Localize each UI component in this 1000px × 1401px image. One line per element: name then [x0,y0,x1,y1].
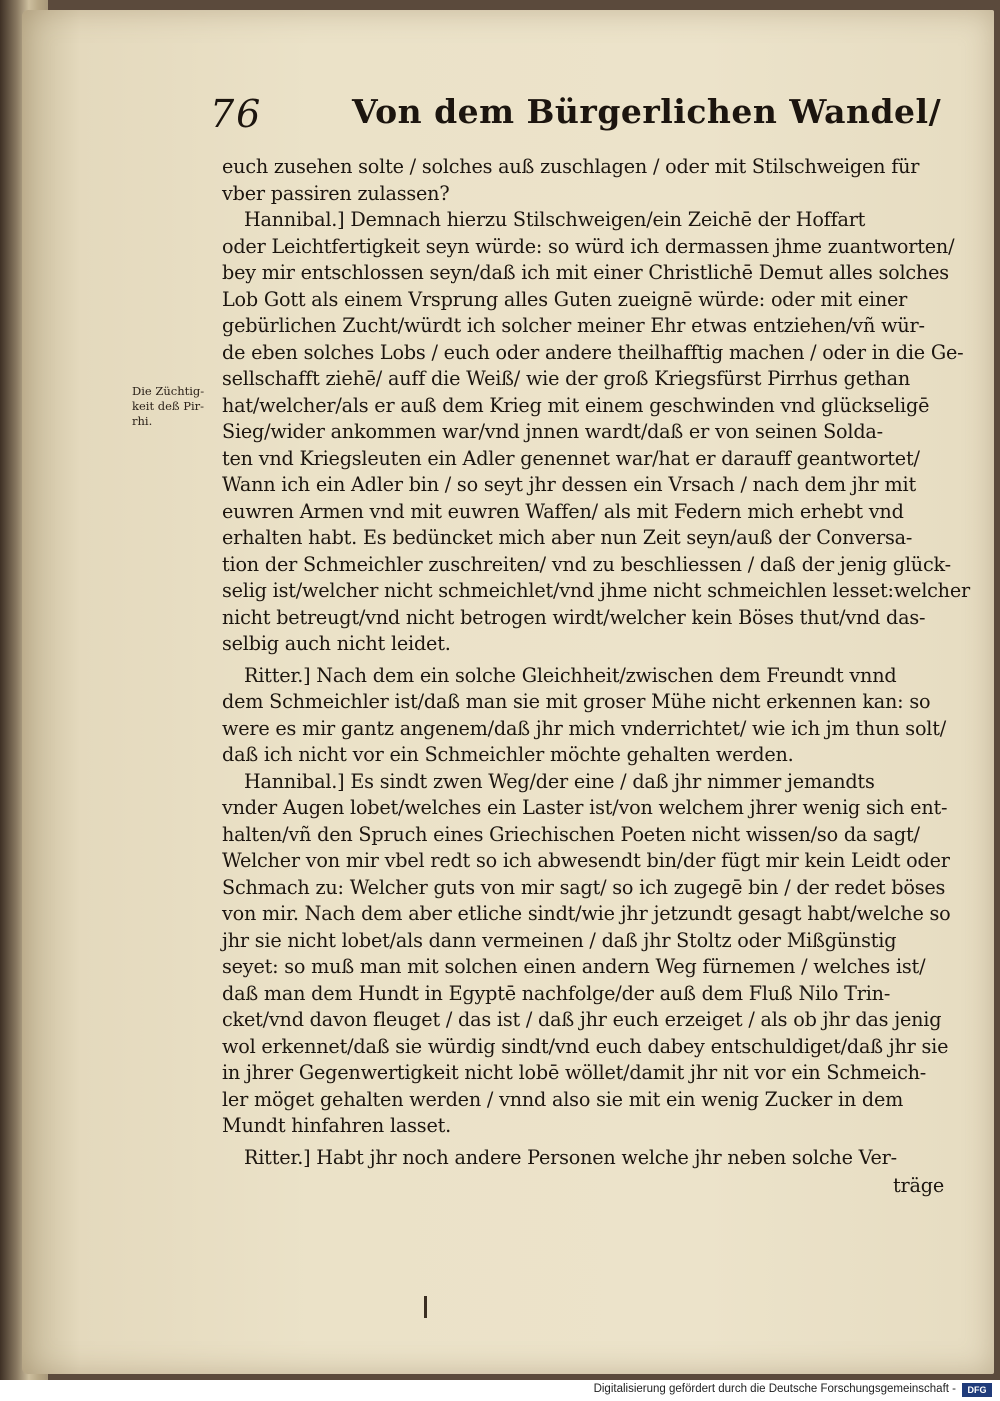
text-line: erhalten habt. Es bedüncket mich aber nun Zeit seyn/auß der Conversa- [222,526,913,549]
text-line: hat/welcher/als er auß dem Krieg mit einem geschwinden vnd glückseligē [222,393,930,417]
text-line: ten vnd Kriegsleuten ein Adler genennet war/hat er darauff geantwortet/ [222,446,920,470]
text-line: jhr sie nicht lobet/als dann vermeinen / daß jhr Stoltz oder Mißgünstig [222,928,897,952]
text-line: halten/vñ den Spruch eines Griechischen Poeten nicht wissen/so da sagt/ [222,822,920,846]
text-line: wol erkennet/daß sie würdig sindt/vnd euch dabey entschuldiget/daß jhr sie [222,1034,949,1058]
text-line: euch zusehen solte / solches auß zuschlagen / oder mit Stilschweigen für [222,155,920,178]
text-line: seyet: so muß man mit solchen einen andern Weg fürnemen / welches ist/ [222,955,926,978]
body-text [222,154,970,1200]
text-line: Sieg/wider ankommen war/vnd jnnen wardt/daß er von seinen Solda- [222,420,883,443]
text-line: were es mir gantz angenem/daß jhr mich vnderrichtet/ wie ich jm thun solt/ [222,716,947,740]
page-header [210,92,962,152]
text-line: gebürlichen Zucht/würdt ich solcher meiner Ehr etwas entziehen/vñ wür- [222,314,925,337]
marginal-note [132,384,224,429]
text-line: Ritter.] Nach dem ein solche Gleichheit/zwischen dem Freundt vnnd [244,663,897,687]
funding-credit: Digitalisierung gefördert durch die Deutsche Forschungsgemeinschaft - [593,1383,956,1395]
text-line: vnder Augen lobet/welches ein Laster ist/von welchem jhrer wenig sich ent- [222,796,948,819]
text-line: in jhrer Gegenwertigkeit nicht lobē wöllet/damit jhr nit vor ein Schmeich- [222,1061,927,1084]
running-head: Von dem Bürgerlichen Wandel/ [352,92,942,131]
text-line: bey mir entschlossen seyn/daß ich mit einer Christlichē Demut alles solches [222,261,949,284]
text-line: euwren Armen vnd mit euwren Waffen/ als mit Federn mich erhebt vnd [222,499,904,523]
text-line: Schmach zu: Welcher guts von mir sagt/ so ich zugegē bin / der redet böses [222,875,946,899]
text-line: von mir. Nach dem aber etliche sindt/wie jhr jetzundt gesagt habt/welche so [222,902,951,925]
text-line: vber passiren zulassen? [222,181,450,205]
text-line: ler möget gehalten werden / vnnd also sie mit ein wenig Zucker in dem [222,1087,904,1111]
text-line: Mundt hinfahren lasset. [222,1114,452,1137]
text-line: Welcher von mir vbel redt so ich abwesendt bin/der fügt mir kein Leidt oder [222,849,950,872]
text-line: dem Schmeichler ist/daß man sie mit groser Mühe nicht erkennen kan: so [222,690,931,713]
text-line: Ritter.] Habt jhr noch andere Personen welche jhr neben solche Ver- [244,1145,897,1169]
text-line: daß man dem Hundt in Egyptē nachfolge/der auß dem Fluß Nilo Trin- [222,981,891,1005]
dfg-logo: DFG [962,1383,992,1397]
text-line: oder Leichtfertigkeit seyn würde: so würd ich dermassen jhme zuantworten/ [222,234,955,258]
text-line: tion der Schmeichler zuschreiten/ vnd zu beschliessen / daß der jenig glück- [222,552,951,576]
printer-mark [424,1296,427,1318]
text-line: cket/vnd davon fleuget / das ist / daß jhr euch erzeiget / als ob jhr das jenig [222,1008,942,1031]
book-page [22,10,994,1374]
marginal-note-line: rhi. [132,414,153,428]
footer-bar [0,1380,1000,1401]
text-line: sellschafft ziehē/ auff die Weiß/ wie der groß Kriegsfürst Pirrhus gethan [222,367,910,390]
text-line: nicht betreugt/vnd nicht betrogen wirdt/welcher kein Böses thut/vnd das- [222,605,926,629]
text-line: Wann ich ein Adler bin / so seyt jhr dessen ein Vrsach / nach dem jhr mit [222,473,916,496]
text-line: selig ist/welcher nicht schmeichlet/vnd jhme nicht schmeichlen lesset:welcher [222,579,970,602]
page-content [210,92,970,1197]
text-line: selbig auch nicht leidet. [222,632,451,655]
text-line: daß ich nicht vor ein Schmeichler möchte gehalten werden. [222,743,794,766]
text-line: Lob Gott als einem Vrsprung alles Guten zueignē würde: oder mit einer [222,287,908,311]
text-line: de eben solches Lobs / euch oder andere theilhafftig machen / oder in die Ge- [222,340,964,364]
marginal-note-line: Die Züchtig- [132,384,205,398]
page-number: 76 [210,92,263,136]
text-line: Hannibal.] Demnach hierzu Stilschweigen/ein Zeichē der Hoffart [244,208,866,231]
marginal-note-line: keit deß Pir- [132,399,205,413]
catchword: träge [893,1174,944,1197]
text-line: Hannibal.] Es sindt zwen Weg/der eine / daß jhr nimmer jemandts [244,769,875,793]
